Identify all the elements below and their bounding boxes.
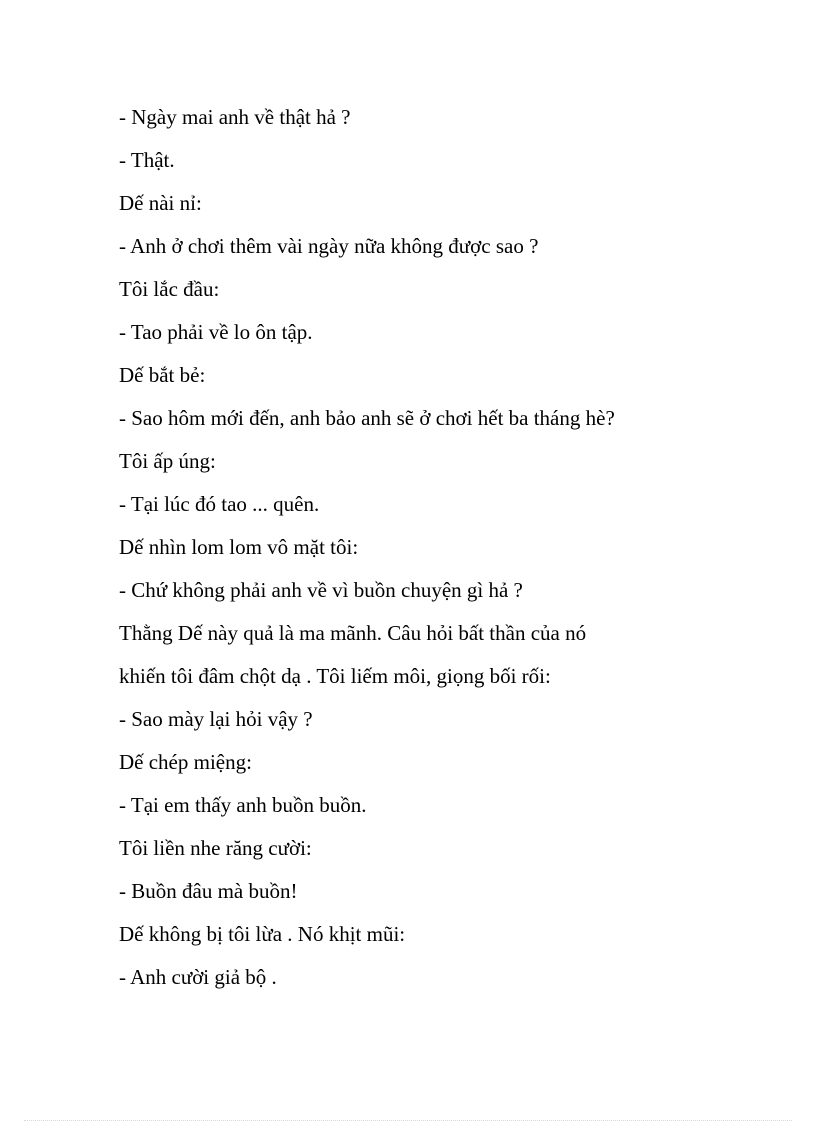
text-line: - Buồn đâu mà buồn!	[119, 879, 298, 903]
text-line: Tôi lắc đầu:	[119, 277, 220, 301]
text-line: - Sao mày lại hỏi vậy ?	[119, 707, 313, 731]
text-line: - Anh cười giả bộ .	[119, 965, 277, 989]
text-line: - Tại lúc đó tao ... quên.	[119, 492, 320, 516]
story-text	[119, 100, 719, 1003]
text-line: - Ngày mai anh về thật hả ?	[119, 105, 351, 129]
text-line: Tôi ấp úng:	[119, 449, 216, 473]
text-line: - Sao hôm mới đến, anh bảo anh sẽ ở chơi hết ba tháng hè?	[119, 406, 615, 430]
text-line: - Chứ không phải anh về vì buồn chuyện gì hả ?	[119, 578, 523, 602]
text-line: - Tại em thấy anh buồn buồn.	[119, 793, 367, 817]
text-line: Dế chép miệng:	[119, 750, 252, 774]
page-bottom-rule	[24, 1120, 792, 1121]
text-line: Thằng Dế này quả là ma mãnh. Câu hỏi bất thần của nó	[119, 621, 587, 645]
text-line: Dế bắt bẻ:	[119, 363, 206, 387]
text-line: Dế không bị tôi lừa . Nó khịt mũi:	[119, 922, 406, 946]
text-line: - Thật.	[119, 148, 175, 172]
text-line: khiến tôi đâm chột dạ . Tôi liếm môi, giọng bối rối:	[119, 664, 551, 688]
text-line: - Anh ở chơi thêm vài ngày nữa không được sao ?	[119, 234, 539, 258]
text-line: Tôi liền nhe răng cười:	[119, 836, 312, 860]
text-line: - Tao phải về lo ôn tập.	[119, 320, 313, 344]
text-line: Dế nài nỉ:	[119, 191, 202, 215]
text-line: Dế nhìn lom lom vô mặt tôi:	[119, 535, 359, 559]
